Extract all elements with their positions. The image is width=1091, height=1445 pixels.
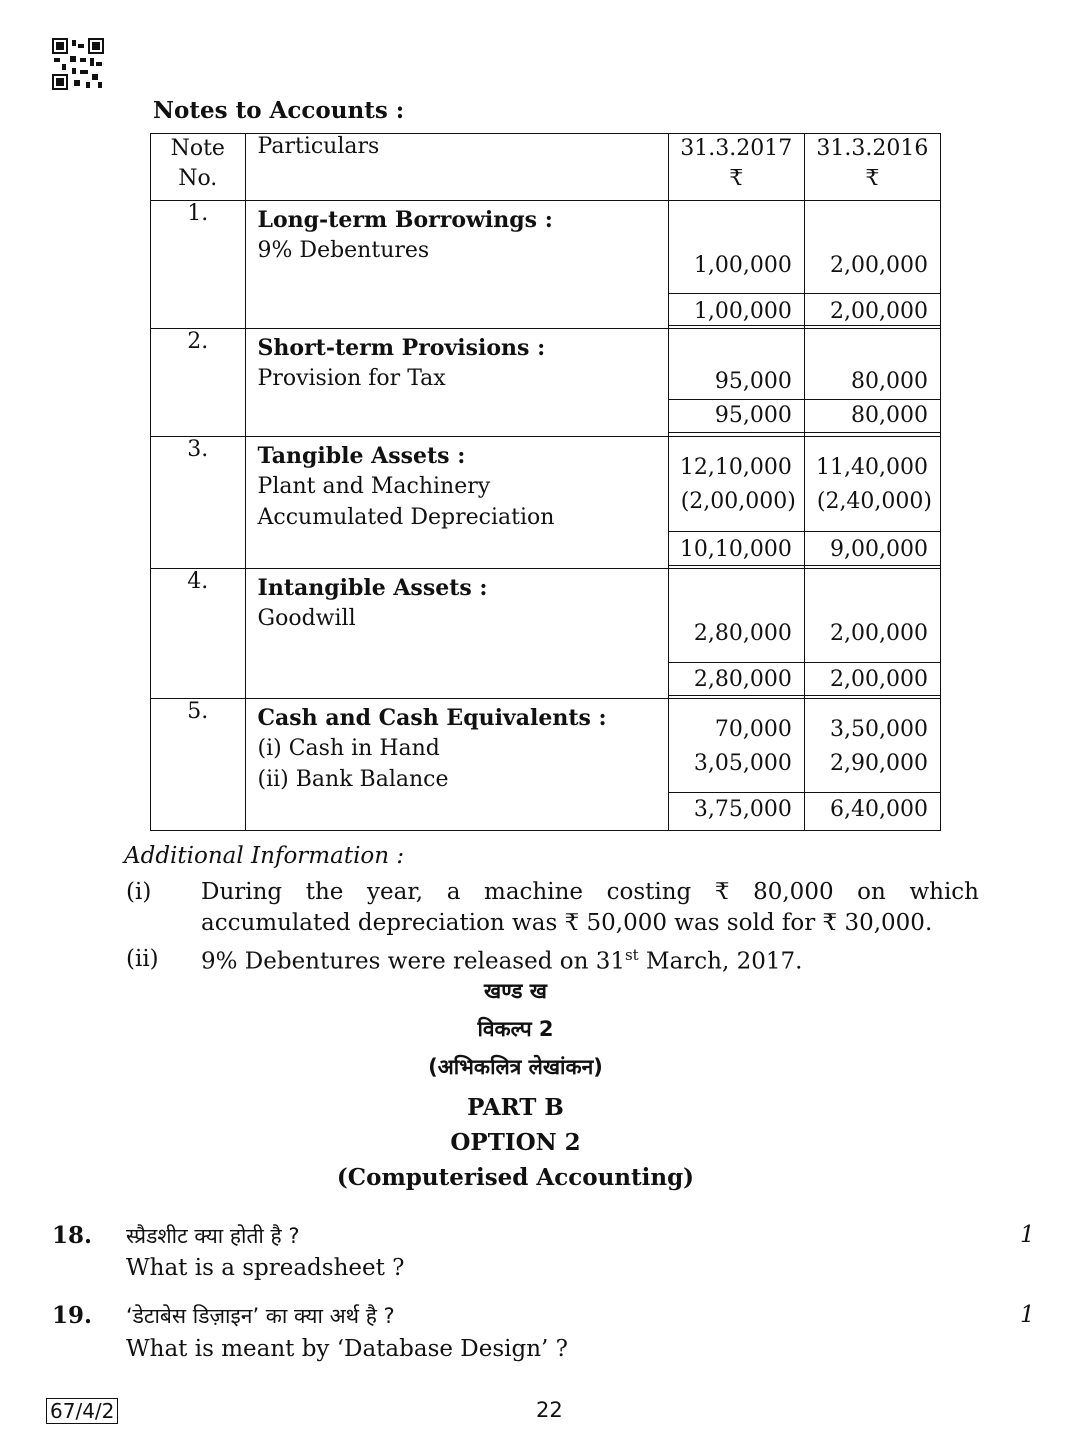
additional-item-i-line2: accumulated depreciation was ₹ 50,000 was sold for ₹ 30,000. <box>201 910 933 936</box>
qr-code <box>52 38 104 90</box>
rupee-icon: ₹ <box>729 166 744 191</box>
header-year-2016: 31.3.2016 ₹ <box>804 134 940 201</box>
additional-marker-ii: (ii) <box>126 946 159 972</box>
question-marks: 1 <box>1020 1222 1035 1248</box>
page-number: 22 <box>536 1398 563 1422</box>
table-row: 2. Short-term Provisions : Provision for Tax 95,000 95,000 80,000 80,000 <box>151 329 941 437</box>
question-text-english: What is a spreadsheet ? <box>126 1255 405 1281</box>
question-number: 18. <box>52 1222 93 1249</box>
subject-heading-hindi: (अभिकलित्र लेखांकन) <box>428 1055 603 1079</box>
question-text-hindi: स्प्रैडशीट क्या होती है ? <box>126 1224 300 1248</box>
header-year-2017: 31.3.2017 ₹ <box>668 134 804 201</box>
notes-table <box>150 133 941 831</box>
header-particulars: Particulars <box>245 134 668 201</box>
option-heading: OPTION 2 <box>450 1129 581 1156</box>
additional-info-title: Additional Information : <box>124 843 405 869</box>
additional-item-ii: 9% Debentures were released on 31st March, 2017. <box>201 946 803 975</box>
header-note-no: Note No. <box>151 134 246 201</box>
question-number: 19. <box>52 1302 93 1329</box>
part-heading: PART B <box>467 1094 564 1121</box>
table-row: 3. Tangible Assets : Plant and Machinery Accumulated Depreciation 12,10,000 (2,00,000) 10,10,000 11,40,000 (2,40,000) 9,00,000 <box>151 437 941 569</box>
table-header-row <box>151 134 941 201</box>
section-heading-hindi: खण्ड ख <box>484 979 547 1003</box>
question-text-hindi: ‘डेटाबेस डिज़ाइन’ का क्या अर्थ है ? <box>126 1304 395 1328</box>
question-marks: 1 <box>1020 1302 1035 1328</box>
subject-heading: (Computerised Accounting) <box>336 1164 695 1191</box>
notes-title: Notes to Accounts : <box>153 97 405 124</box>
table-row: 1. Long-term Borrowings : 9% Debentures 1,00,000 1,00,000 2,00,000 2,00,000 <box>151 201 941 329</box>
question-text-english: What is meant by ‘Database Design’ ? <box>126 1336 568 1362</box>
option-heading-hindi: विकल्प 2 <box>477 1017 554 1041</box>
rupee-icon: ₹ <box>865 166 880 191</box>
table-row: 4. Intangible Assets : Goodwill 2,80,000 2,80,000 2,00,000 2,00,000 <box>151 569 941 699</box>
additional-item-i-line1: During the year, a machine costing ₹ 80,000 on which <box>201 879 979 905</box>
additional-marker-i: (i) <box>126 879 152 905</box>
table-row: 5. Cash and Cash Equivalents : (i) Cash in Hand (ii) Bank Balance 70,000 3,05,000 3,75,000 3,50,000 2,90,000 6,40,000 <box>151 699 941 831</box>
paper-code: 67/4/2 <box>46 1398 118 1424</box>
